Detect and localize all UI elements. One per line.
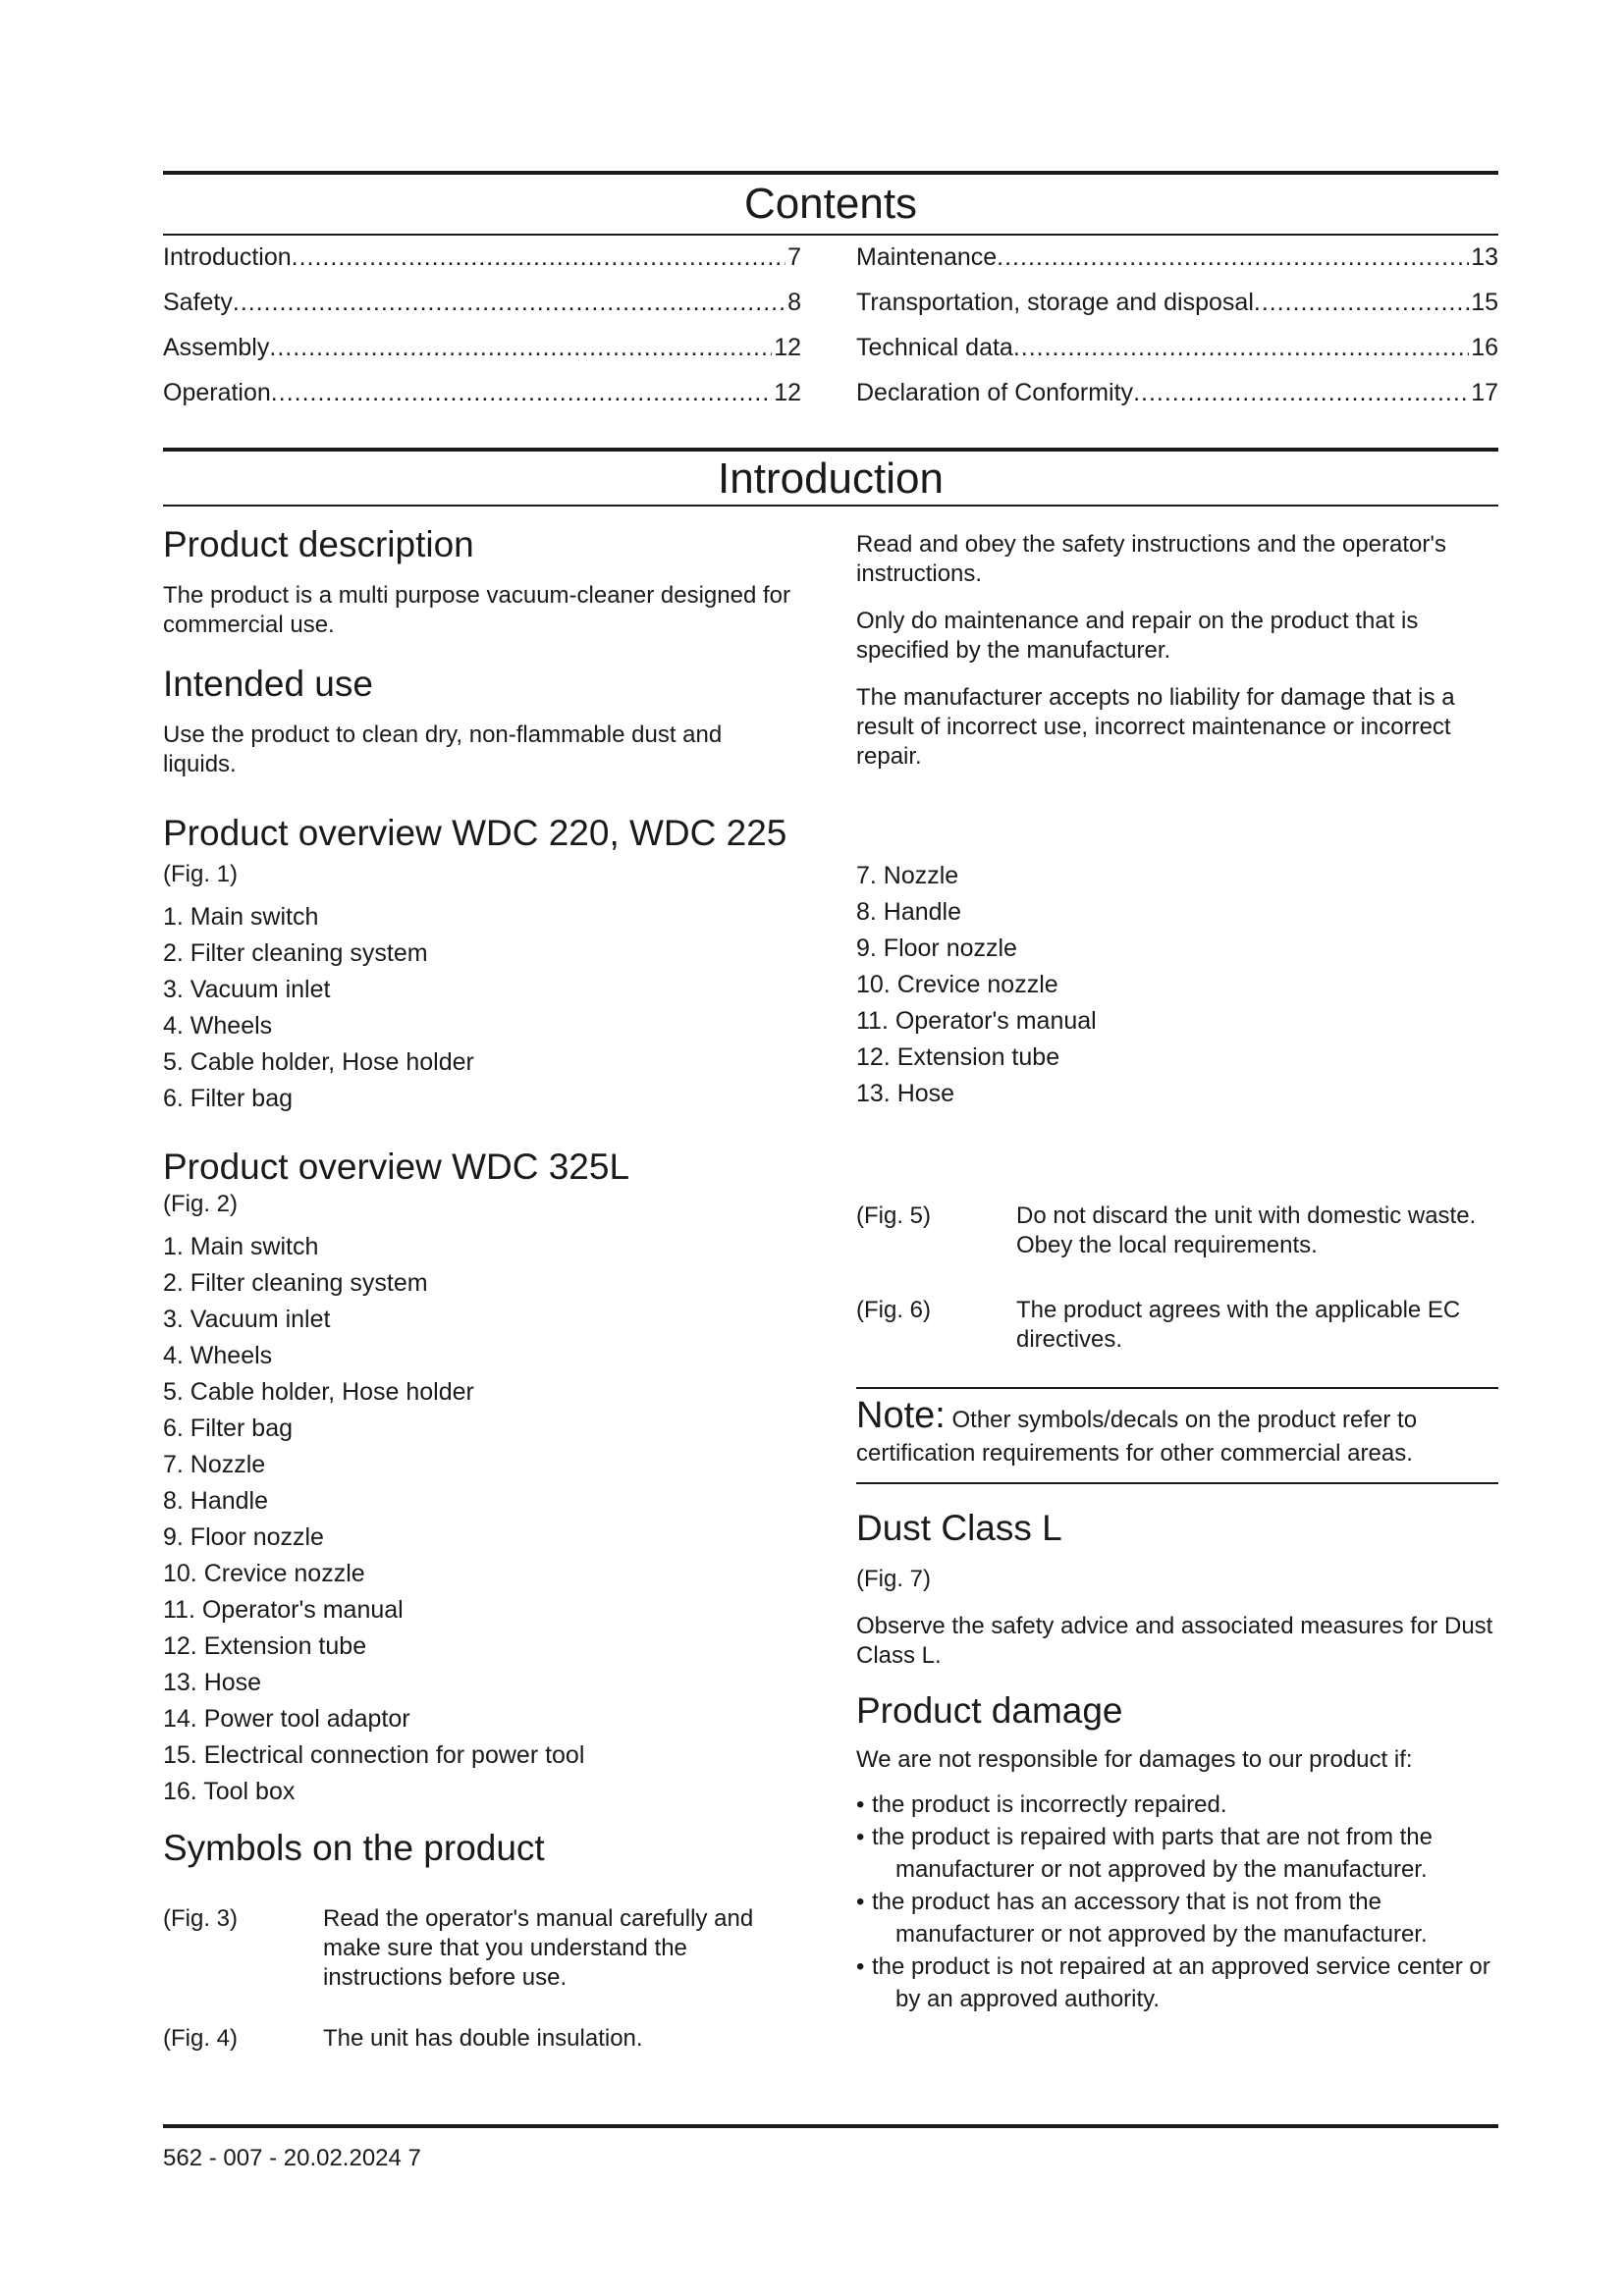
list-item: 8. Handle bbox=[856, 898, 962, 926]
note-text: Other symbols/decals on the product refer to certification requirements for other commercial areas. bbox=[856, 1407, 1418, 1467]
toc-entry[interactable]: Transportation, storage and disposal ..... 15 bbox=[856, 289, 1498, 334]
list-item: 1. Main switch bbox=[163, 903, 319, 931]
list-item: 2. Filter cleaning system bbox=[163, 939, 428, 967]
note-label: Note: bbox=[856, 1395, 946, 1436]
introduction-title: Introduction bbox=[718, 454, 944, 503]
intended-use-text: Use the product to clean dry, non-flammable dust and liquids. bbox=[163, 721, 723, 777]
list-item: 9. Floor nozzle bbox=[856, 934, 1017, 962]
fig-reference: (Fig. 3) bbox=[163, 1905, 239, 1932]
contents-title: Contents bbox=[743, 180, 918, 228]
list-item: 13. Hose bbox=[163, 1669, 262, 1696]
list-item: 16. Tool box bbox=[163, 1778, 296, 1805]
component-list bbox=[163, 899, 801, 1117]
toc-left-column bbox=[163, 243, 801, 424]
overview-wdc220-section bbox=[163, 811, 801, 1117]
symbol-row bbox=[856, 1296, 1498, 1355]
product-damage-intro: We are not responsible for damages to our product if: bbox=[856, 1746, 1413, 1773]
list-item: • the product is incorrectly repaired. bbox=[856, 1791, 1227, 1818]
component-list bbox=[856, 858, 1498, 1112]
page-footer: 562 - 007 - 20.02.2024 7 bbox=[163, 2145, 421, 2171]
list-item: 7. Nozzle bbox=[163, 1451, 266, 1478]
list-item: 5. Cable holder, Hose holder bbox=[163, 1048, 474, 1076]
list-item: 14. Power tool adaptor bbox=[163, 1705, 410, 1733]
toc-entry[interactable]: Assembly ..... 12 bbox=[163, 334, 801, 379]
toc-entry[interactable]: Introduction ..... 7 bbox=[163, 243, 801, 289]
toc-entry[interactable]: Declaration of Conformity ..... 17 bbox=[856, 379, 1498, 424]
list-item: 6. Filter bag bbox=[163, 1085, 294, 1112]
overview-wdc325l-heading: Product overview WDC 325L bbox=[163, 1147, 630, 1187]
product-damage-heading: Product damage bbox=[856, 1690, 1123, 1731]
list-item: 15. Electrical connection for power tool bbox=[163, 1741, 585, 1769]
symbol-description: Read the operator's manual carefully and make sure that you understand the instructions before use. bbox=[323, 1905, 754, 1991]
symbols-heading: Symbols on the product bbox=[163, 1828, 545, 1868]
damage-conditions-list bbox=[856, 1789, 1498, 2015]
symbol-row bbox=[856, 1201, 1498, 1260]
symbols-continued bbox=[856, 1201, 1498, 1355]
safety-note-paragraphs bbox=[856, 530, 1498, 789]
overview-wdc220-continued bbox=[856, 858, 1498, 1112]
overview-wdc325l-section bbox=[163, 1145, 801, 1810]
product-damage-section bbox=[856, 1688, 1498, 2015]
list-item: 5. Cable holder, Hose holder bbox=[163, 1378, 474, 1406]
product-description-heading: Product description bbox=[163, 524, 474, 564]
list-item: 1. Main switch bbox=[163, 1233, 319, 1260]
introduction-bottom-rule bbox=[163, 505, 1498, 507]
dust-class-heading: Dust Class L bbox=[856, 1508, 1062, 1548]
list-item: • the product is not repaired at an approved service center or by an approved authority. bbox=[856, 1953, 1490, 2012]
list-item: 13. Hose bbox=[856, 1080, 955, 1107]
list-item: 12. Extension tube bbox=[856, 1043, 1060, 1071]
fig-reference: (Fig. 4) bbox=[163, 2025, 239, 2052]
manual-page bbox=[163, 0, 1498, 2296]
dust-class-text: Observe the safety advice and associated measures for Dust Class L. bbox=[856, 1613, 1493, 1669]
toc-entry[interactable]: Safety ..... 8 bbox=[163, 289, 801, 334]
list-item: 12. Extension tube bbox=[163, 1632, 367, 1660]
symbol-row bbox=[163, 2024, 801, 2054]
intended-use-heading: Intended use bbox=[163, 664, 373, 704]
footer-rule bbox=[163, 2124, 1498, 2128]
symbol-description: Do not discard the unit with domestic waste. Obey the local requirements. bbox=[1016, 1202, 1477, 1258]
fig-reference: (Fig. 5) bbox=[856, 1202, 932, 1229]
list-item: 11. Operator's manual bbox=[856, 1007, 1097, 1035]
list-item: 7. Nozzle bbox=[856, 862, 959, 889]
symbol-description: The unit has double insulation. bbox=[323, 2025, 643, 2052]
dust-class-section bbox=[856, 1506, 1498, 1688]
toc-entry[interactable]: Technical data ..... 16 bbox=[856, 334, 1498, 379]
note-box bbox=[856, 1387, 1498, 1484]
product-description-section bbox=[163, 522, 801, 797]
overview-wdc220-heading: Product overview WDC 220, WDC 225 bbox=[163, 813, 787, 853]
list-item: 6. Filter bag bbox=[163, 1415, 294, 1442]
product-description-text: The product is a multi purpose vacuum-cleaner designed for commercial use. bbox=[163, 582, 790, 638]
toc-right-column bbox=[856, 243, 1498, 424]
fig-reference: (Fig. 1) bbox=[163, 861, 239, 887]
symbol-row bbox=[163, 1904, 801, 1993]
fig-reference: (Fig. 2) bbox=[163, 1191, 239, 1217]
symbol-description: The product agrees with the applicable EC directives. bbox=[1016, 1297, 1461, 1353]
paragraph: Only do maintenance and repair on the product that is specified by the manufacturer. bbox=[856, 608, 1419, 664]
list-item: 4. Wheels bbox=[163, 1012, 273, 1040]
list-item: 3. Vacuum inlet bbox=[163, 976, 331, 1003]
toc-entry[interactable]: Operation ..... 12 bbox=[163, 379, 801, 424]
list-item: 9. Floor nozzle bbox=[163, 1523, 324, 1551]
contents-top-rule bbox=[163, 171, 1498, 175]
list-item: 10. Crevice nozzle bbox=[856, 971, 1058, 998]
list-item: 2. Filter cleaning system bbox=[163, 1269, 428, 1297]
list-item: • the product is repaired with parts that are not from the manufacturer or not approved by the manufacturer. bbox=[856, 1824, 1433, 1883]
list-item: 3. Vacuum inlet bbox=[163, 1306, 331, 1333]
component-list bbox=[163, 1229, 801, 1810]
fig-reference: (Fig. 6) bbox=[856, 1297, 932, 1323]
list-item: 11. Operator's manual bbox=[163, 1596, 404, 1624]
list-item: 4. Wheels bbox=[163, 1342, 273, 1369]
list-item: 10. Crevice nozzle bbox=[163, 1560, 365, 1587]
toc-entry[interactable]: Maintenance ..... 13 bbox=[856, 243, 1498, 289]
list-item: • the product has an accessory that is not from the manufacturer or not approved by the manufacturer. bbox=[856, 1889, 1428, 1948]
symbols-section bbox=[163, 1826, 801, 2054]
list-item: 8. Handle bbox=[163, 1487, 269, 1515]
paragraph: The manufacturer accepts no liability for damage that is a result of incorrect use, incorrect maintenance or incorrect repair. bbox=[856, 684, 1455, 770]
fig-reference: (Fig. 7) bbox=[856, 1566, 932, 1592]
paragraph: Read and obey the safety instructions and the operator's instructions. bbox=[856, 531, 1446, 587]
contents-bottom-rule bbox=[163, 234, 1498, 236]
